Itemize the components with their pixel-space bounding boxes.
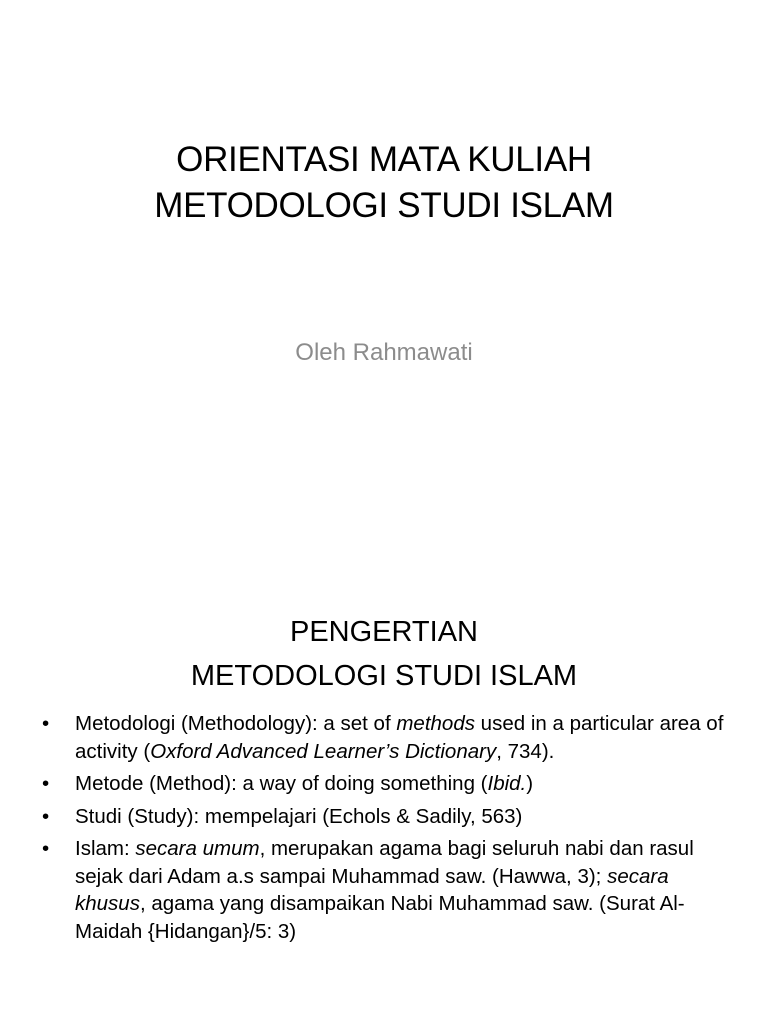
slide-subtitle: Oleh Rahmawati (295, 339, 473, 366)
slide-title-line2: METODOLOGI STUDI ISLAM (154, 186, 614, 225)
bullet-italic-text: secara khusus (75, 864, 669, 915)
bullet-text: Studi (Study): mempelajari (Echols & Sadily, 563) (75, 804, 523, 828)
bullet-italic-text: methods (396, 712, 475, 735)
content-slide-title (0, 610, 768, 698)
definition-list (42, 710, 732, 950)
bullet-marker: • (42, 712, 50, 735)
bullet-text: , 734). (496, 739, 555, 763)
slide-title (0, 137, 768, 229)
bullet-italic-text: secara umum (135, 837, 260, 860)
slide-title-line1: ORIENTASI MATA KULIAH (176, 140, 592, 179)
bullet-metode (42, 770, 732, 798)
bullet-islam (42, 835, 732, 945)
bullet-text: used in a particular area of activity ( (75, 712, 724, 763)
content-title-line1: PENGERTIAN (289, 616, 478, 648)
bullet-text: Metode (Method): a way of doing something ( (75, 772, 488, 795)
bullet-text: , merupakan agama bagi seluruh nabi dan rasul sejak dari Adam a.s sampai Muhammad saw. (Hawwa, 3); (75, 837, 694, 888)
bullet-metodologi (42, 710, 732, 765)
bullet-text: ) (526, 772, 534, 795)
bullet-text: , agama yang disampaikan Nabi Muhammad saw. (Surat Al-Maidah {Hidangan}/5: 3) (75, 892, 685, 943)
bullet-text: Islam: (75, 837, 136, 860)
bullet-marker: • (42, 772, 50, 795)
bullet-italic-text: Ibid. (487, 772, 527, 795)
content-slide (0, 576, 768, 1024)
bullet-marker: • (42, 837, 50, 860)
bullet-marker: • (42, 804, 50, 828)
bullet-text: Metodologi (Methodology): a set of (75, 712, 397, 735)
bullet-studi (42, 803, 732, 831)
content-title-line2: METODOLOGI STUDI ISLAM (190, 660, 578, 692)
bullet-italic-text: Oxford Advanced Learner’s Dictionary (150, 739, 497, 763)
